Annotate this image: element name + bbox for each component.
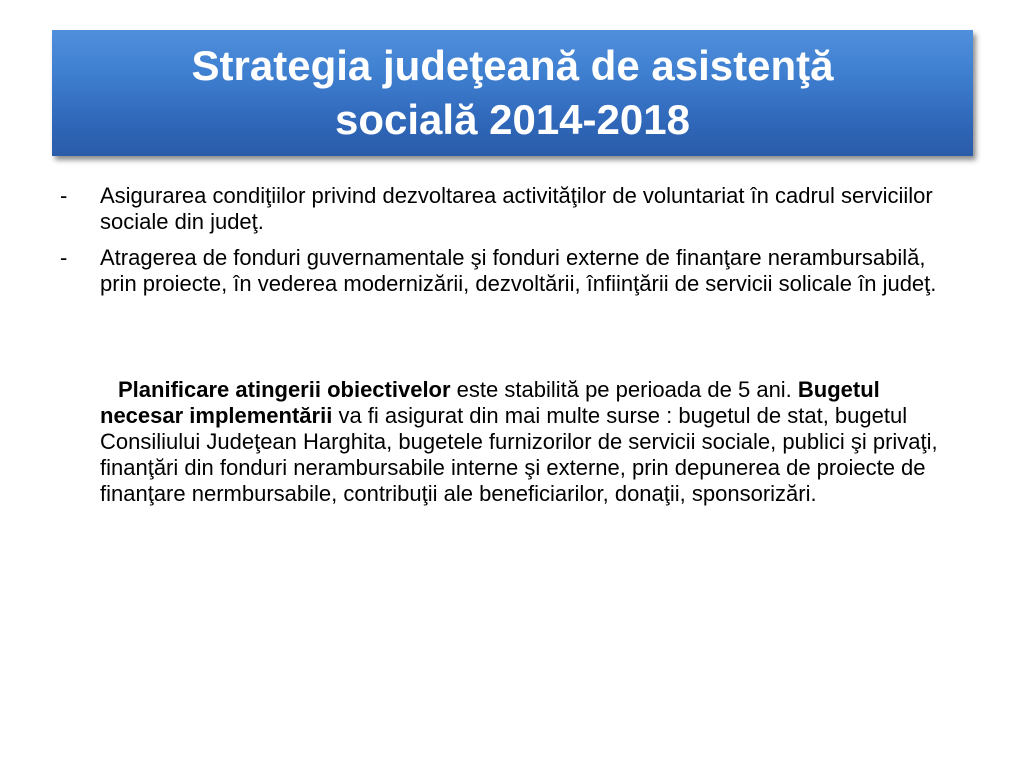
- objectives-list: [60, 183, 960, 307]
- slide-title: [192, 39, 834, 147]
- dash-bullet: -: [60, 245, 68, 270]
- planning-heading: Planificare atingerii obiectivelor: [118, 377, 451, 402]
- budget-heading: Bugetul necesar implementării: [100, 377, 880, 428]
- budget-text: va fi asigurat din mai multe surse : bugetul de stat, bugetul Consiliului Judeţean Harghita, bugetele furnizorilor de servicii sociale, publici şi privaţi, finanţări din fonduri nerambursabile interne şi externe, prin depunerea de proiecte de finanţare nermbursabile, contribuţii ale beneficiarilor, donaţii, sponsorizări.: [100, 403, 938, 506]
- slide-title-banner: [52, 30, 973, 156]
- list-item: [60, 245, 960, 297]
- slide-title-line-2: socială 2014-2018: [335, 96, 690, 143]
- list-item-text: Asigurarea condiţiilor privind dezvoltarea activităţilor de voluntariat în cadrul serviciilor sociale din judeţ.: [100, 183, 933, 234]
- budget-paragraph: [100, 377, 960, 507]
- dash-bullet: -: [60, 183, 68, 208]
- list-item-text: Atragerea de fonduri guvernamentale şi fonduri externe de finanţare nerambursabilă, prin proiecte, în vederea modernizării, dezvoltării, înfiinţării de servicii solicale în judeţ.: [100, 245, 937, 296]
- list-item: [60, 183, 960, 235]
- slide-title-line-1: Strategia judeţeană de asistenţă: [191, 42, 834, 89]
- planning-text: este stabilită pe perioada de 5 ani.: [450, 377, 798, 402]
